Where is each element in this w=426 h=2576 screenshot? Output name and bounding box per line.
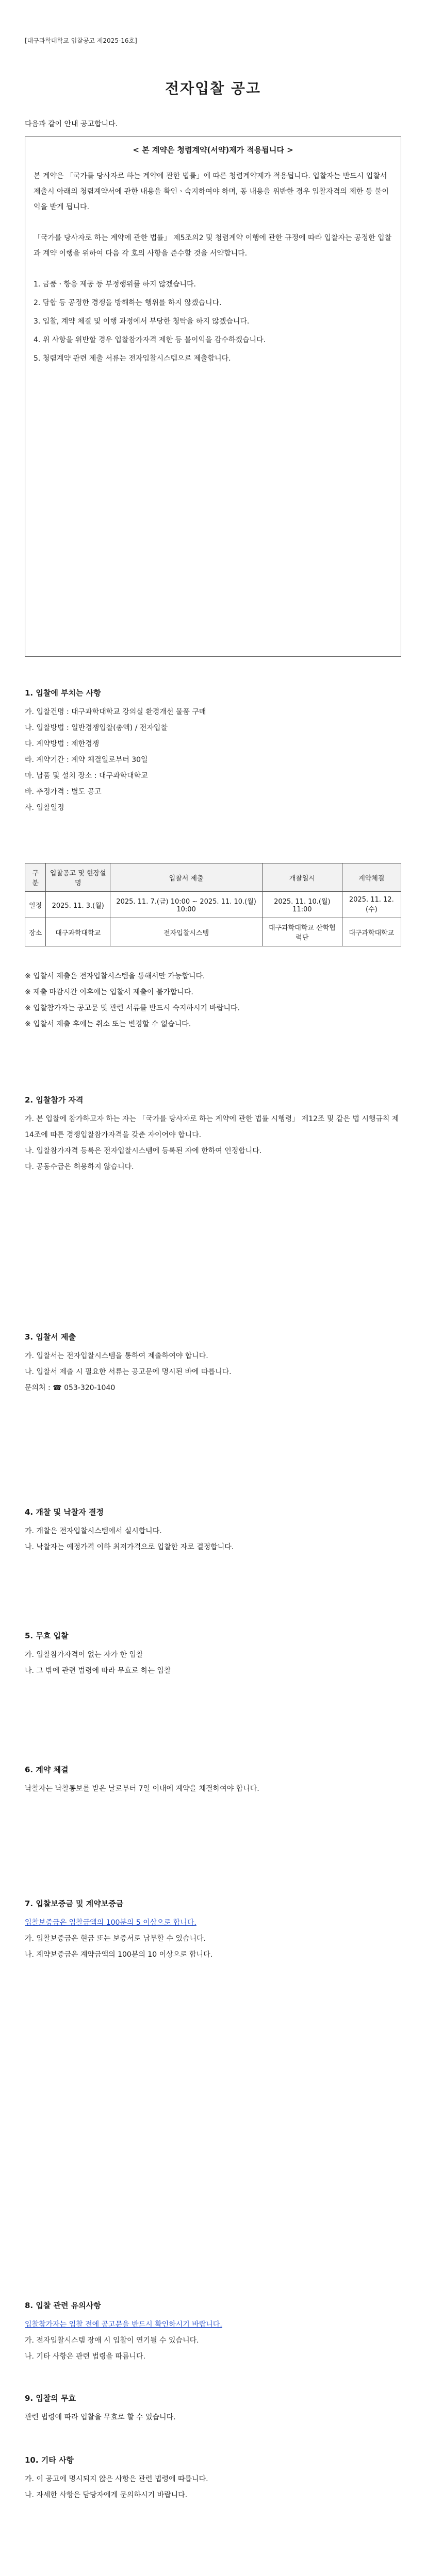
section-heading: 2. 입찰참가 자격	[25, 1095, 84, 1105]
section-line: 가. 개찰은 전자입찰시스템에서 실시합니다.	[25, 1527, 162, 1535]
notice-list	[34, 277, 392, 366]
section-line: 사. 입찰일정	[25, 804, 64, 812]
section-highlight: 입찰참가자는 입찰 전에 공고문을 반드시 확인하시기 바랍니다.	[25, 2320, 222, 2329]
table-row	[25, 918, 401, 946]
section-7	[25, 1896, 401, 1963]
contact-line	[25, 1380, 401, 1396]
section-heading: 3. 입찰서 제출	[25, 1332, 76, 1342]
section-line: 나. 기타 사항은 관련 법령을 따릅니다.	[25, 2352, 146, 2361]
table-cell: 일정	[25, 892, 46, 918]
schedule-table	[25, 863, 401, 946]
section-line: 낙찰자는 낙찰통보를 받은 날로부터 7일 이내에 계약을 체결하여야 합니다.	[25, 1785, 259, 1793]
note-line: ※ 입찰참가자는 공고문 및 관련 서류를 반드시 숙지하시기 바랍니다.	[25, 1004, 240, 1012]
notice-item: 1. 금품ㆍ향응 제공 등 부정행위를 하지 않겠습니다.	[34, 280, 196, 289]
table-cell: 대구과학대학교	[46, 918, 110, 946]
section-8	[25, 2298, 401, 2365]
section-heading: 10. 기타 사항	[25, 2455, 74, 2465]
section-line: 나. 계약보증금은 계약금액의 100분의 10 이상으로 합니다.	[25, 1951, 213, 1959]
section-line: 가. 입찰보증금은 현금 또는 보증서로 납부할 수 있습니다.	[25, 1935, 206, 1943]
intro-text: 다음과 같이 안내 공고합니다.	[25, 120, 118, 128]
section-heading: 1. 입찰에 부치는 사항	[25, 688, 101, 698]
section-line: 라. 계약기간 : 계약 체결일로부터 30일	[25, 756, 148, 764]
section-line: 가. 전자입찰시스템 장애 시 입찰이 연기될 수 있습니다.	[25, 2336, 199, 2345]
section-line: 마. 납품 및 설치 장소 : 대구과학대학교	[25, 772, 148, 780]
section-line: 가. 입찰건명 : 대구과학대학교 강의실 환경개선 물품 구매	[25, 708, 206, 716]
table-row	[25, 892, 401, 918]
section-line: 다. 공동수급은 허용하지 않습니다.	[25, 1163, 134, 1171]
note-line: ※ 입찰서 제출 후에는 취소 또는 변경할 수 없습니다.	[25, 1020, 191, 1028]
table-header: 계약체결	[342, 863, 401, 892]
phone-number: ☎ 053-320-1040	[53, 1384, 116, 1392]
table-header: 입찰공고 및 현장설명	[46, 863, 110, 892]
section-line: 가. 이 공고에 명시되지 않은 사항은 관련 법령에 따릅니다.	[25, 2475, 208, 2483]
section-6	[25, 1762, 401, 1797]
section-line: 나. 입찰참가자격 등록은 전자입찰시스템에 등록된 자에 한하여 인정합니다.	[25, 1147, 262, 1155]
table-cell: 전자입찰시스템	[110, 918, 263, 946]
notice-paragraph: 「국가를 당사자로 하는 계약에 관한 법률」 제5조의2 및 청렴계약 이행에 관한 규정에 따라 입찰자는 공정한 입찰과 계약 이행을 위하여 다음 각 호의 사항을 준수할 것을 서약합니다.	[34, 234, 392, 258]
section-highlight: 입찰보증금은 입찰금액의 100분의 5 이상으로 합니다.	[25, 1919, 196, 1927]
section-heading: 8. 입찰 관련 유의사항	[25, 2301, 101, 2310]
page-title: 전자입찰 공고	[165, 80, 261, 97]
section-5	[25, 1628, 401, 1679]
table-header: 개찰일시	[263, 863, 342, 892]
section-10	[25, 2452, 401, 2503]
integrity-notice-box	[25, 137, 401, 657]
section-2	[25, 1092, 401, 1175]
table-cell: 2025. 11. 12.(수)	[342, 892, 401, 918]
section-line: 나. 낙찰자는 예정가격 이하 최저가격으로 입찰한 자로 결정합니다.	[25, 1543, 234, 1551]
note-line: ※ 입찰서 제출은 전자입찰시스템을 통해서만 가능합니다.	[25, 972, 205, 980]
section-heading: 6. 계약 체결	[25, 1765, 69, 1774]
section-line: 다. 계약방법 : 제한경쟁	[25, 740, 100, 748]
table-cell: 장소	[25, 918, 46, 946]
notice-paragraph: 본 계약은 「국가를 당사자로 하는 계약에 관한 법률」에 따른 청렴계약제가 적용됩니다. 입찰자는 반드시 입찰서 제출시 아래의 청렴계약서에 관한 내용을 확인ㆍ숙지하여야 하며, 동 내용을 위반한 경우 입찰자격의 제한 등 불이익을 받게 됩니다.	[34, 172, 389, 211]
table-header-row	[25, 863, 401, 892]
section-1-notes	[25, 969, 401, 1032]
section-line: 나. 입찰서 제출 시 필요한 서류는 공고문에 명시된 바에 따릅니다.	[25, 1368, 232, 1376]
section-line: 관련 법령에 따라 입찰을 무효로 할 수 있습니다.	[25, 2413, 176, 2421]
section-heading: 5. 무효 입찰	[25, 1631, 69, 1640]
notice-item: 3. 입찰, 계약 체결 및 이행 과정에서 부당한 청탁을 하지 않겠습니다.	[34, 317, 250, 326]
section-line: 나. 입찰방법 : 일반경쟁입찰(총액) / 전자입찰	[25, 724, 168, 732]
contact-label: 문의처 :	[25, 1384, 51, 1392]
table-cell: 2025. 11. 3.(월)	[46, 892, 110, 918]
section-line: 가. 입찰서는 전자입찰시스템을 통하여 제출하여야 합니다.	[25, 1352, 208, 1360]
table-header: 구 분	[25, 863, 46, 892]
note-line: ※ 제출 마감시간 이후에는 입찰서 제출이 불가합니다.	[25, 988, 193, 996]
table-cell: 2025. 11. 7.(금) 10:00 ~ 2025. 11. 10.(월) 10:00	[110, 892, 263, 918]
table-cell: 대구과학대학교	[342, 918, 401, 946]
notice-item: 5. 청렴계약 관련 제출 서류는 전자입찰시스템으로 제출합니다.	[34, 354, 231, 363]
section-3	[25, 1329, 401, 1396]
section-heading: 7. 입찰보증금 및 계약보증금	[25, 1899, 124, 1908]
section-line: 가. 본 입찰에 참가하고자 하는 자는 「국가를 당사자로 하는 계약에 관한 법률 시행령」 제12조 및 같은 법 시행규칙 제14조에 따른 경쟁입찰참가자격을 갖춘 자이어야 합니다.	[25, 1115, 399, 1139]
section-line: 가. 입찰참가자격이 없는 자가 한 입찰	[25, 1651, 143, 1659]
section-9	[25, 2391, 401, 2426]
notice-item: 4. 위 사항을 위반할 경우 입찰참가자격 제한 등 불이익을 감수하겠습니다.	[34, 336, 266, 344]
section-4	[25, 1504, 401, 1555]
table-cell: 2025. 11. 10.(월) 11:00	[263, 892, 342, 918]
notice-item: 2. 담합 등 공정한 경쟁을 방해하는 행위를 하지 않겠습니다.	[34, 299, 222, 307]
table-cell: 대구과학대학교 산학협력단	[263, 918, 342, 946]
section-heading: 9. 입찰의 무효	[25, 2394, 76, 2403]
section-1	[25, 685, 401, 816]
document-id: [대구과학대학교 입찰공고 제2025-16호]	[25, 37, 137, 44]
section-line: 나. 그 밖에 관련 법령에 따라 무효로 하는 입찰	[25, 1667, 171, 1675]
section-line: 나. 자세한 사항은 담당자에게 문의하시기 바랍니다.	[25, 2491, 188, 2499]
section-line: 바. 추정가격 : 별도 공고	[25, 788, 102, 796]
section-heading: 4. 개찰 및 낙찰자 결정	[25, 1507, 104, 1517]
table-header: 입찰서 제출	[110, 863, 263, 892]
notice-heading: < 본 계약은 청렴계약(서약)제가 적용됩니다 >	[133, 145, 293, 155]
